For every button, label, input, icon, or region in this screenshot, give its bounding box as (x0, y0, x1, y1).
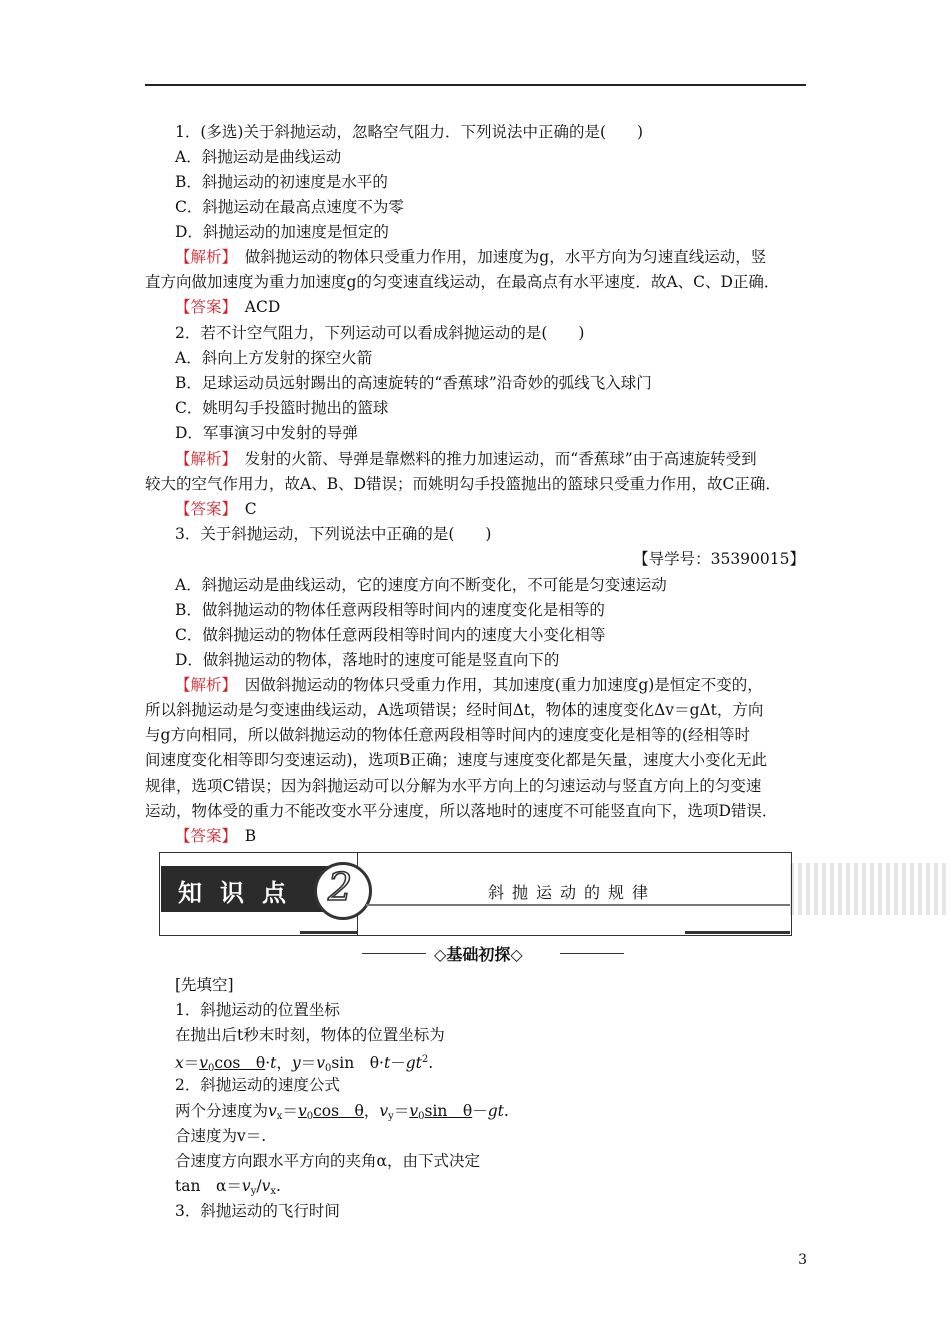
analysis-tag: 【解析】 (175, 676, 230, 694)
analysis-tag: 【解析】 (175, 248, 230, 266)
fill-p1-text: 在抛出后t秒末时刻，物体的位置坐标为 (175, 1026, 445, 1044)
page-number: 3 (798, 1252, 807, 1268)
q1-analysis-line-1: 【解析】 做斜抛运动的物体只受重力作用，加速度为g，水平方向为匀速直线运动，竖 (175, 248, 767, 266)
velocity-components: 两个分速度为$v_x=v_0\cos$ θ，$v_y=v_0\sin$ θ－gt. (175, 1102, 509, 1122)
section-rule-right (560, 953, 624, 954)
banner-stripe-decoration (790, 863, 950, 915)
q3-analysis-line-2: 所以斜抛运动是匀变速曲线运动，A选项错误；经时间Δt，物体的速度变化Δv＝gΔt，方向 (145, 701, 764, 719)
q1-stem: 1．(多选)关于斜抛运动，忽略空气阻力．下列说法中正确的是( ) (175, 123, 644, 141)
analysis-tag: 【解析】 (175, 450, 230, 468)
fill-p1-title: 1．斜抛运动的位置坐标 (175, 1001, 340, 1019)
section-heading (362, 942, 624, 964)
q3-option-b: B．做斜抛运动的物体任意两段相等时间内的速度变化是相等的 (175, 601, 605, 619)
fill-p2-sum: 合速度为v＝. (175, 1127, 267, 1145)
banner-number: 2 (328, 865, 353, 909)
q3-analysis-line-4: 间速度变化相等即匀变速运动)，选项B正确；速度与速度变化都是矢量，速度大小变化无此 (145, 751, 767, 769)
q3-guide-number: 【导学号：35390015】 (633, 550, 805, 568)
answer-tag: 【答案】 (175, 827, 230, 845)
q3-option-d: D．做斜抛运动的物体，落地时的速度可能是竖直向下的 (175, 651, 560, 669)
q2-option-c: C．姚明勾手投篮时抛出的篮球 (175, 399, 389, 417)
q3-stem: 3．关于斜抛运动，下列说法中正确的是( ) (175, 525, 492, 543)
fill-head: [先填空] (175, 976, 234, 994)
q3-analysis-line-5: 规律，选项C错误；因为斜抛运动可以分解为水平方向上的匀速运动与竖直方向上的匀变速 (145, 777, 762, 795)
banner-underline-right (685, 931, 790, 934)
tan-formula: tan $\alpha=v_y/v_x$. (175, 1177, 281, 1197)
q1-option-a: A．斜抛运动是曲线运动 (175, 148, 342, 166)
fill-p2-title: 2．斜抛运动的速度公式 (175, 1076, 340, 1094)
banner-underline-left (300, 931, 357, 934)
q1-option-c: C．斜抛运动在最高点速度不为零 (175, 198, 404, 216)
q3-option-c: C．做斜抛运动的物体任意两段相等时间内的速度大小变化相等 (175, 626, 606, 644)
q2-answer: 【答案】 C (175, 500, 257, 518)
fill-p3-title: 3．斜抛运动的飞行时间 (175, 1202, 340, 1220)
q3-analysis-line-6: 运动，物体受的重力不能改变水平分速度，所以落地时的速度不可能竖直向下，选项D错误． (145, 802, 778, 820)
q2-analysis-line-1: 【解析】 发射的火箭、导弹是靠燃料的推力加速运动，而“香蕉球”由于高速旋转受到 (175, 450, 757, 468)
q2-option-a: A．斜向上方发射的探空火箭 (175, 349, 373, 367)
q3-answer: 【答案】 B (175, 827, 257, 845)
banner-gray-rule (366, 904, 790, 906)
q2-option-b: B．足球运动员远射踢出的高速旋转的“香蕉球”沿奇妙的弧线飞入球门 (175, 374, 652, 392)
banner-title: 斜抛运动的规律 (488, 883, 657, 902)
header-rule (145, 84, 806, 86)
q1-option-b: B．斜抛运动的初速度是水平的 (175, 173, 388, 191)
answer-tag: 【答案】 (175, 500, 230, 518)
q2-analysis-line-2: 较大的空气作用力，故A、B、D错误；而姚明勾手投篮抛出的篮球只受重力作用，故C正确． (145, 475, 781, 493)
answer-tag: 【答案】 (175, 298, 230, 316)
q3-analysis-line-1: 【解析】 因做斜抛运动的物体只受重力作用，其加速度(重力加速度g)是恒定不变的， (175, 676, 763, 694)
q2-stem: 2．若不计空气阻力，下列运动可以看成斜抛运动的是( ) (175, 324, 585, 342)
section-rule-left (362, 953, 426, 954)
q3-analysis-line-3: 与g方向相同，所以做斜抛运动的物体任意两段相等时间内的速度变化是相等的(经相等时 (145, 726, 750, 744)
q2-option-d: D．军事演习中发射的导弹 (175, 424, 358, 442)
q1-option-d: D．斜抛运动的加速度是恒定的 (175, 223, 389, 241)
position-formula: $x=v_0\cos$ θ·t，$y=v_0\sin$ $\theta\cdot t-gt^2$. (175, 1054, 434, 1074)
q1-answer: 【答案】 ACD (175, 298, 281, 316)
banner-label: 知识点 (178, 879, 304, 907)
q1-analysis-line-2: 直方向做加速度为重力加速度g的匀变速直线运动，在最高点有水平速度．故A、C、D正确． (145, 273, 780, 291)
q3-option-a: A．斜抛运动是曲线运动，它的速度方向不断变化，不可能是匀变速运动 (175, 576, 667, 594)
section-title: ◇基础初探◇ (434, 945, 523, 964)
fill-p2-angle: 合速度方向跟水平方向的夹角α，由下式决定 (175, 1152, 480, 1170)
